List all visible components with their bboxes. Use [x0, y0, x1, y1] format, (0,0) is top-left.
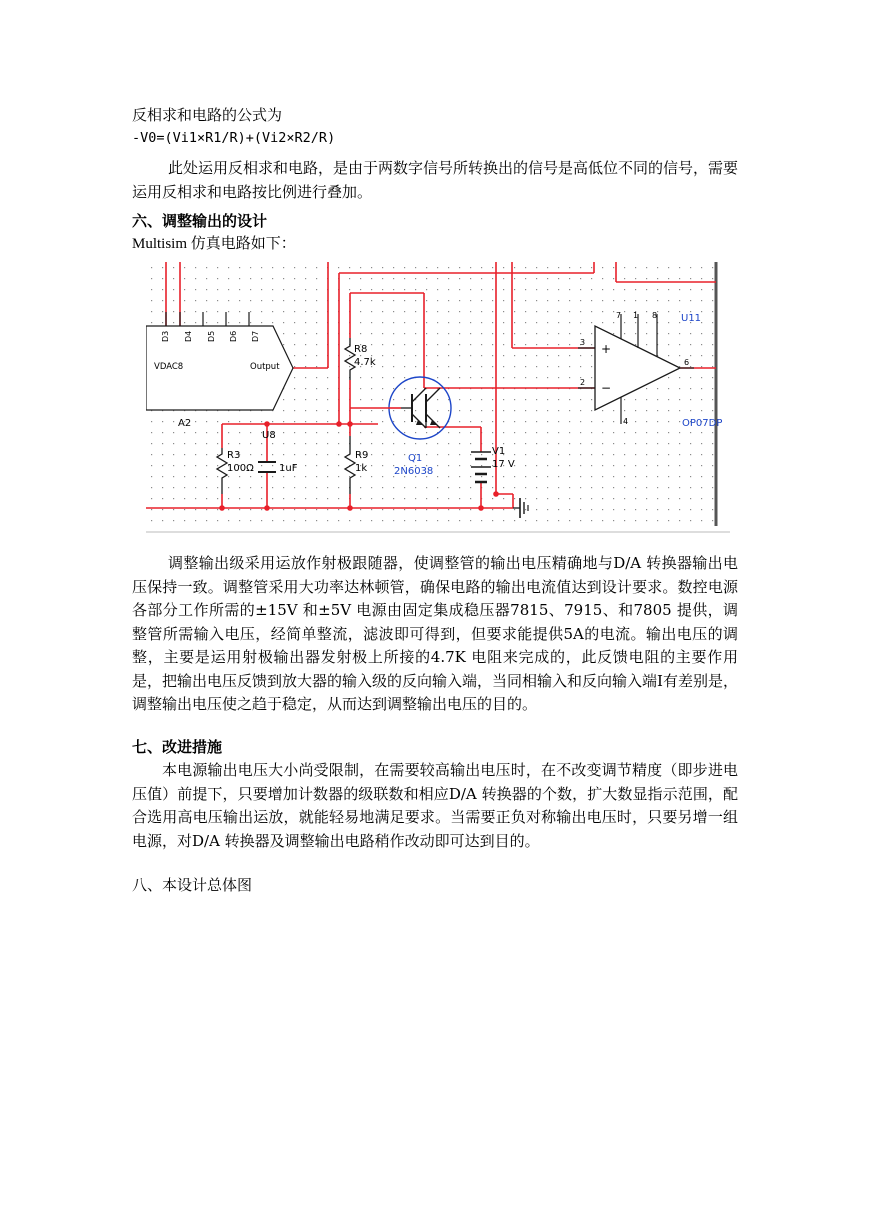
pin-label: 8 — [652, 311, 658, 320]
r8-value: 4.7k — [354, 357, 376, 368]
dac-pin-label: D6 — [229, 330, 238, 342]
opamp-plus-sign: + — [601, 342, 612, 356]
q1-ref: Q1 — [408, 453, 423, 464]
dac-ref: A2 — [178, 418, 192, 429]
paragraph-2: 调整输出级采用运放作射极跟随器，使调整管的输出电压精确地与D/A 转换器输出电压保持一致。调整管采用大功率达林顿管，确保电路的输出电流值达到设计要求。数控电源各部分工作所需的±15V 和±5V 电源由固定集成稳压器7815、7915、和7805 提供，调整管所需输入电压，经简单整流，滤波即可得到，但要求能提供5A的电流。输出电压的调整，主要是运用射极输出器发射极上所接的4.7K 电阻来完成的，此反馈电阻的主要作用是，把输出电压反馈到放大器的输入级的反向输入端，当同相输入和反向输入端I有差别是，调整输出电压使之趋于稳定，从而达到调整输出电压的目的。 — [132, 554, 738, 713]
pin-label: 3 — [580, 338, 586, 347]
r9-value: 1k — [355, 463, 368, 474]
capacitor-value: 1uF — [279, 463, 298, 474]
pin-label: 4 — [623, 417, 629, 426]
pin-label: 7 — [616, 311, 622, 320]
r8-ref: R8 — [354, 344, 368, 355]
q1-part: 2N6038 — [394, 466, 434, 477]
opamp-minus-sign: − — [601, 381, 612, 395]
dac-pin-label: D7 — [251, 330, 260, 342]
pin-label: 1 — [633, 311, 639, 320]
multisim-schematic — [146, 262, 730, 534]
dac-pin-label: D4 — [184, 330, 193, 342]
dac-pin-label: D3 — [161, 330, 170, 342]
r9-ref: R9 — [355, 450, 369, 461]
paragraph-1: 此处运用反相求和电路，是由于两数字信号所转换出的信号是高低位不同的信号，需要运用反相求和电路按比例进行叠加。 — [132, 159, 739, 201]
v1-value: 17 V — [492, 459, 515, 470]
sim-caption: Multisim 仿真电路如下： — [132, 236, 296, 252]
r3-ref: R3 — [227, 450, 241, 461]
heading-section-6: 六、调整输出的设计 — [132, 212, 268, 230]
paragraph-3: 本电源输出电压大小尚受限制，在需要较高输出电压时，在不改变调节精度（即步进电压值）前提下，只要增加计数器的级联数和相应D/A 转换器的个数，扩大数显指示范围，配合选用高电压输出运放，就能轻易地满足要求。当需要正负对称输出电压时，只要另增一组电源，对D/A 转换器及调整输出电路稍作改动即可达到目的。 — [132, 761, 738, 850]
v1-ref: V1 — [492, 446, 506, 457]
u11-part: OP07DP — [682, 418, 723, 429]
pin-label: 6 — [684, 358, 690, 367]
u11-ref: U11 — [681, 313, 702, 324]
dac-output-label: Output — [250, 362, 280, 372]
dac-pin-label: D5 — [207, 330, 216, 342]
r3-value: 100Ω — [227, 463, 254, 474]
formula-intro: 反相求和电路的公式为 — [132, 106, 283, 124]
u8-ref: U8 — [262, 430, 276, 441]
formula: -V0=(Vi1×R1/R)+(Vi2×R2/R) — [132, 130, 336, 146]
heading-section-8: 八、本设计总体图 — [132, 876, 253, 894]
dac-name: VDAC8 — [154, 362, 184, 372]
pin-label: 2 — [580, 378, 586, 387]
heading-section-7: 七、改进措施 — [132, 738, 223, 756]
